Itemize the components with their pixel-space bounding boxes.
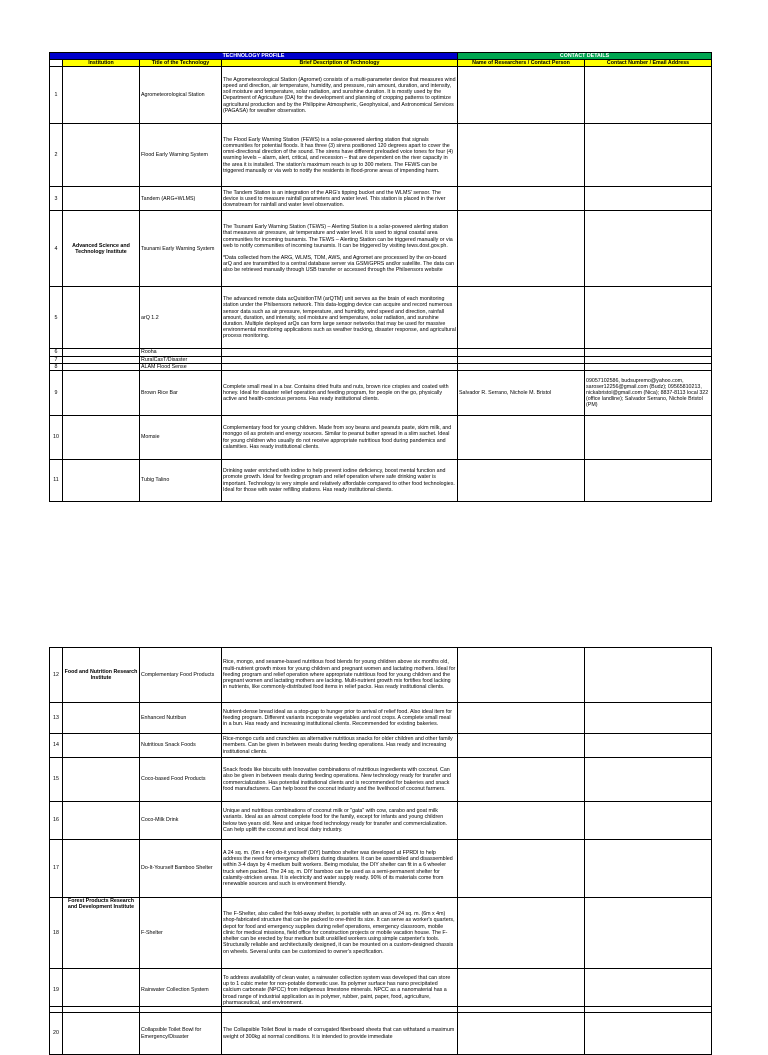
institution-asti: Advanced Science and Technology Institute [63, 211, 140, 287]
header-title: Title of the Technology [140, 60, 222, 67]
clipped-row-container [49, 1006, 711, 1024]
table-row: 16 Coco-Milk Drink Unique and nutritious combinations of coconut milk or "gata" with cow, carabo and goat milk variants. Ideal as an almost complete food for the family, except for infants and young children below two years old. New and unique food technology ready for transfer and commercialization. Can help uplift the coconut and local dairy industry. [50, 802, 712, 840]
header-institution: Institution [63, 60, 140, 67]
institution-fnri: Food and Nutrition Research Institute [63, 648, 140, 703]
table-row: 12 Food and Nutrition Research Institute Complementary Food Products Rice, mongo, and sesame-based nutritious food blends for young children above six months old, multi-nutrient growth mixes for young children and pregnant women and lactating mothers. Ideal for feeding program and relief operation where appropriate nutritious food for young children and the pregnant women and lactating mothers are lacking. Multi-nutrient growth mix fortifies food lacking in nutrients, like commonly-distributed food items in relief packs. Has ready institutional clients. [50, 648, 712, 703]
table-row: 20 Collapsible Toilet Bowl for Emergency/Disaster The Collapsible Toilet Bowl is made of corrugated fiberboard sheets that can withstand a maximum weight of 300kg at normal conditions. It is intended to provide immediate [50, 1013, 712, 1055]
table-row: 6 Rooha [50, 349, 712, 356]
contact-details-header: CONTACT DETAILS [458, 53, 712, 60]
table-row: 7 RuralCasT/Disaster [50, 356, 712, 363]
table-row: 15 Coco-based Food Products Snack foods like biscuits with Innovative combinations of nutritious ingredients with coconut. Can also be given in between meals during feeding operations. New technology ready for transfer and commercialization. Has potential institutional clients and is recommended for bakeries and snack food manufacturers. Can help boost the coconut industry and the livelihood of coconut farmers. [50, 758, 712, 802]
technology-table-page-1 [49, 52, 712, 502]
table-row: 14 Nutritious Snack Foods Rice-mongo curls and crunchies as alternative nutritious snacks for older children and other family members. Can be given in between meals during feeding operations. Has ready and increasing institutional clients. [50, 734, 712, 758]
header-description: Brief Description of Technology [222, 60, 458, 67]
table-row: 5 arQ 1.2 The advanced remote data acQuisitionTM (arQTM) unit serves as the brain of each monitoring station under the Philsensors network. This data-logging device can acquire and record numerous sensor data such as air pressure, temperature, and humidity, wind speed and direction, rainfall amount, duration, and intensity, soil moisture and temperature, solar radiation, and sunshine duration. Multiple deployed arQs can form large sensor networks that may be used for massive environmental monitoring applications such as weather tracking, disaster response, and agricultural process monitoring. [50, 287, 712, 349]
table-row: 4 Advanced Science and Technology Institute Tsunami Early Warning System The Tsunami Early Warning Station (TEWS) – Alerting Station is a solar-powered alerting station that measures air pressure, air temperature and water level. It is used to signal coastal area communities for incoming tsunamis. The TEWS – Alerting Station can be triggered manually or via web to notify communities of incoming tsunamis. It can be triggered by visiting tews.dost.gov.ph. *Data collected from the ARG, WLMS, TDM, AWS, and Agromet are processed by the on-board arQ and are transmitted to a central database server via GSM/GPRS and/or satellite. The data can also be retrieved manually through USB transfer or accessed through the Philsensors website [50, 211, 712, 287]
header-researchers: Name of Researchers / Contact Person [458, 60, 585, 67]
table-row: 18 Forest Products Research and Development Institute F-Shelter The F-Shelter, also called the fold-away shelter, is portable with an area of 24 sq. m. (6m x 4m) shop-fabricated structure that can be packed to one-third its size. It can serve as worker's quarters, depot for food and emergency supplies during relief operations, emergency classroom, mobile clinic for medical missions, field office for construction projects or mobile vacation house. The F-shelter can be erected by four medium built unskilled workers using simple carpenter's tools. Structurally reliable and architecturally designed, it can be mounted on a custom-designed chassis on wheels. Several units can be customized to owner's specification. [50, 898, 712, 969]
table-row: 3 Tandem (ARG+WLMS) The Tandem Station is an integration of the ARG's tipping bucket and the WLMS' sensor. The device is used to measure rainfall parameters and water level. This station is placed in the river downstream for rainfall and water level observation. [50, 187, 712, 211]
institution-fprdi: Forest Products Research and Development Institute [63, 898, 140, 969]
table-row: 13 Enhanced Nutribun Nutrient-dense bread ideal as a stop-gap to hunger prior to arrival of relief food. Also ideal item for feeding program. Different variants incorporate vegetables and root crops. A complete small meal in a bun. Has ready and increasing institutional clients. Recommended for existing bakeries. [50, 703, 712, 734]
table-row: 2 Flood Early Warning System The Flood Early Warning Station (FEWS) is a solar-powered alerting station that signals communities for potential floods. It has three (3) sirens positioned 120 degrees apart to cover the omni-directional direction of the sound. The sirens have different preloaded voice tones for four (4) warning levels – alarm, alert, critical, and recession – that are dependent on the river capacity in the area it is installed. The station's maximum reach is up to 300 meters. The FEWS can be triggered manually or via web to notify the residents in flood-prone areas of impending harm. [50, 124, 712, 187]
table-row: 8 ALAM Flood Sense [50, 363, 712, 370]
technology-table-page-2 [49, 647, 712, 1055]
table-row: 19 Rainwater Collection System To address availability of clean water, a rainwater collection system was developed that can store up to 1 cubic meter for non-potable domestic use. Its polymer surface has nano precipitated calcium carbonate (NPCC) from indigenous limestone minerals. NPCC as a nanomaterial has a broad range of industrial application as in polymer, rubber, paint, paper, food, agriculture, pharmaceutical, and environment. [50, 969, 712, 1013]
institution-cell [63, 67, 140, 124]
table-row [50, 1007, 712, 1025]
technology-profile-header: TECHNOLOGY PROFILE [50, 53, 458, 60]
header-row-yellow [50, 60, 712, 67]
table-row: 9 Brown Rice Bar Complete small meal in a bar. Contains dried fruits and nuts, brown rice crispies and coated with honey. Ideal for disaster relief operation and feeding program, for people on the go, physically active and health-concious persons. Has ready institutional clients. Salvador R. Serrano, Nichole M. Bristol 09057102586, budsupremo@yahoo.com, saroser12256@gmail.com (Budz); 09565810213, nickabristol@gmail.com (Nica); 8837-8113 local 322 (office landline); Salvador Serrano, Nichole Bristol (PM) [50, 371, 712, 416]
table-row: 1 Agrometeorological Station The Agrometeorological Station (Agromet) consists of a multi-parameter device that measures wind speed and direction, air temperature, humidity, and pressure, rain amount, duration, and intensity, soil moisture and temperature, solar radiation, and sunshine duration. It is mostly used by the Department of Agriculture (DA) for the development and planning of cropping patterns to optimize agricultural production and by the Philippine Atmospheric, Geophysical, and Astronomical Services (PAGASA) for weather observation. [50, 67, 712, 124]
table-row: 17 Do-It-Yourself Bamboo Shelter A 24 sq. m. (6m x 4m) do-it yourself (DIY) bamboo shelter was developed at FPRDI to help address the need for emergency shelters during disasters. It can be assembled and disassembled within 3-4 days by 4 medium built workers. Being modular, the DIY shelter can fit in a 6 wheeler truck when packed. The 24 sq. m. DIY bamboo can be used as a semi-permanent shelter for calamity-stricken areas. It is electricity and water supply ready. 90% of its materials come from renewable sources and such is environment friendly. [50, 840, 712, 898]
table-row: 10 Momsie Complementary food for young children. Made from soy beans and peanuts paste, skim milk, and monggo oil as protein and energy sources. Similar to peanut butter spread in a slim sachet. Ideal for young children who usually do not receive appropriate nutritious food during pandemics and calamities. Has ready institutional clients. [50, 416, 712, 460]
header-num [50, 60, 63, 67]
header-contact: Contact Number / Email Address [585, 60, 712, 67]
technology-table-clipped [49, 1006, 711, 1024]
header-row-blue [50, 53, 712, 60]
table-row: 11 Tubig Talino Drinking water enriched with iodine to help prevent iodine deficiency, boost mental function and promote growth. Ideal for feeding program and relief operation where safe drinking water is important. Technology is very simple and relatively affordable compared to other food technologies. Ideal for those with water refilling stations. Has ready institutional clients. [50, 460, 712, 502]
